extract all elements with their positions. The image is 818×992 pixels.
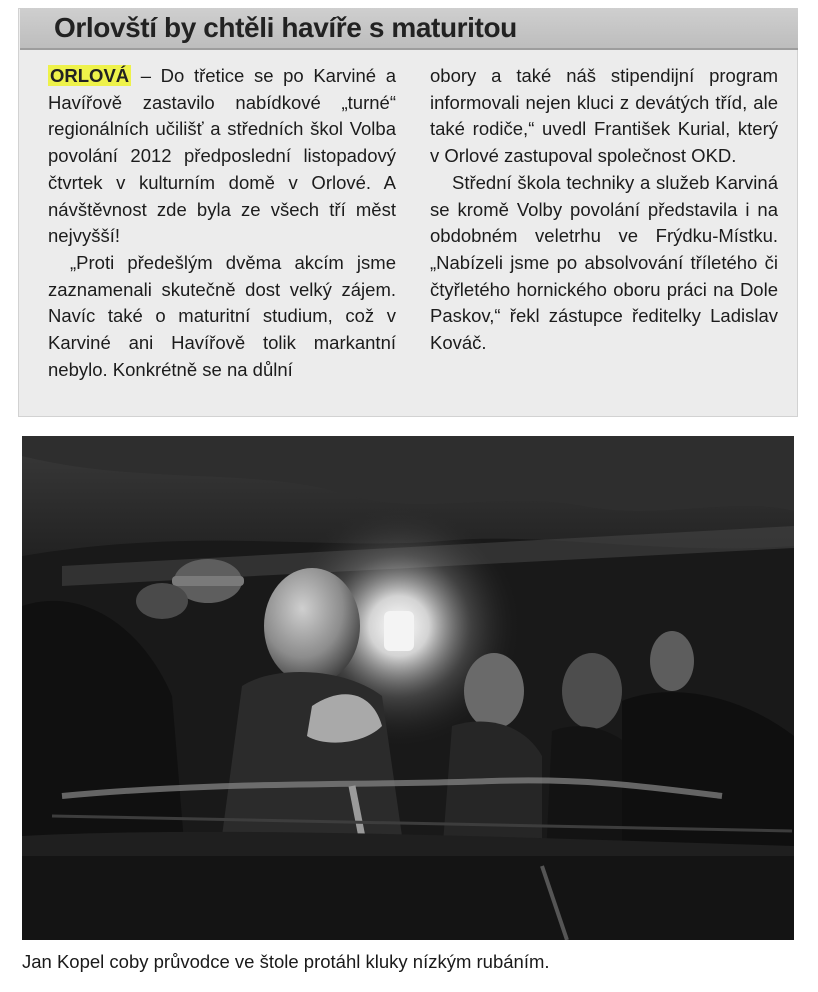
article-column-right	[430, 63, 778, 357]
paragraph-text: – Do třetice se po Karviné a Havířově zastavilo nabídkové „turné“ regionálních učilišť a středních škol Volba povolání 2012 předposlední listopadový čtvrtek v kulturním domě v Orlové. A návštěvnost zde byla ze všech tří měst nejvyšší!	[48, 65, 396, 247]
article-paragraph	[48, 63, 396, 250]
photo-caption: Jan Kopel coby průvodce ve štole protáhl kluky nízkým rubáním.	[22, 951, 550, 972]
article-headline: Orlovští by chtěli havíře s maturitou	[54, 12, 517, 43]
article-column-left	[48, 63, 396, 383]
article-paragraph: obory a také náš stipendijní program informovali nejen kluci z devátých tříd, ale také rodiče,“ uvedl František Kurial, který v Orlové zastupoval společnost OKD.	[430, 65, 778, 167]
dateline: ORLOVÁ	[50, 65, 130, 86]
article-paragraph: Střední škola techniky a služeb Karviná se kromě Volby povolání představila i na obdobném veletrhu ve Frýdku-Místku. „Nabízeli jsme po absolvování tříletého či čtyřletého hornického oboru práci na Dole Paskov,“ řekl zástupce ředitelky Ladislav Kováč.	[430, 171, 778, 354]
article-paragraph: „Proti předešlým dvěma akcím jsme zaznamenali skutečně dost velký zájem. Navíc také o maturitní studium, což v Karviné ani Havířově tolik markantní nebylo. Konkrétně se na důlní	[48, 251, 396, 380]
mine-tunnel-photo	[22, 436, 794, 940]
